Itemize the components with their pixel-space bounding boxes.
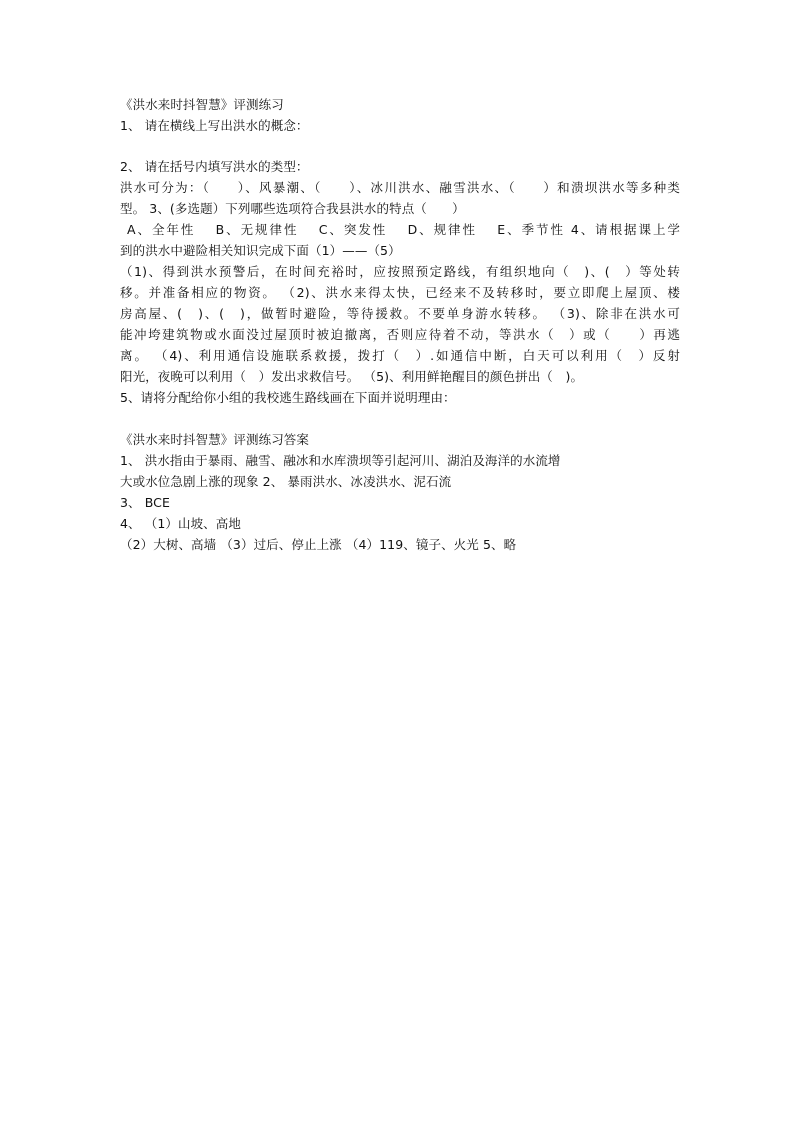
question-4-line-3: 房高屋、( )、( )，做暂时避险，等待援救。不要单身游水转移。 （3)、除非在洪水可	[120, 306, 680, 321]
question-2-title: 2、 请在括号内填写洪水的类型：	[120, 159, 309, 174]
question-3-options: A、全年性 B、无规律性 C、突发性 D、规律性 E、季节性 4、请根据课上学	[127, 222, 680, 237]
question-2-line-1: 洪水可分为：（ ）、风暴潮、（ ）、冰川洪水、融雪洪水、（ ）和溃坝洪水等多种类	[120, 180, 680, 195]
exercise-title: 《洪水来时抖智慧》评测练习	[120, 97, 284, 112]
question-4-line-1: （1)、得到洪水预警后，在时间充裕时，应按照预定路线，有组织地向（ )、( ）等处转	[120, 264, 680, 279]
question-4-line-4: 能冲垮建筑物或水面没过屋顶时被迫撤离，否则应待着不动，等洪水（ ）或（ ）再逃	[120, 327, 680, 342]
question-5: 5、请将分配给你小组的我校逃生路线画在下面并说明理由：	[120, 390, 456, 405]
question-4-line-2: 移。并准备相应的物资。 （2)、洪水来得太快，已经来不及转移时，要立即爬上屋顶、楼	[120, 285, 680, 300]
question-4-line-6: 阳光，夜晚可以利用（ ）发出求救信号。 （5)、利用鲜艳醒目的颜色拼出（ )。	[120, 369, 584, 384]
answer-4-line-1: 4、 （1）山坡、高地	[120, 516, 241, 531]
question-2-line-2: 型。 3、(多选题）下列哪些选项符合我县洪水的特点（ ）	[120, 201, 465, 216]
question-1: 1、 请在横线上写出洪水的概念：	[120, 118, 309, 133]
answer-3: 3、 BCE	[120, 495, 171, 510]
question-4-line-5: 离。 （4)、利用通信设施联系救援，拨打（ ）.如通信中断，白天可以利用（ ）反射	[120, 348, 680, 363]
answer-4-line-2: （2）大树、高墙 （3）过后、停止上涨 （4）119、镜子、火光 5、略	[120, 537, 517, 552]
answer-1-line-2: 大或水位急剧上涨的现象 2、 暴雨洪水、冰凌洪水、泥石流	[120, 474, 452, 489]
answers-title: 《洪水来时抖智慧》评测练习答案	[120, 432, 310, 447]
question-4-intro: 到的洪水中避险相关知识完成下面（1）——（5）	[120, 243, 401, 258]
answer-1-line-1: 1、 洪水指由于暴雨、融雪、融冰和水库溃坝等引起河川、湖泊及海洋的水流增	[120, 453, 561, 468]
